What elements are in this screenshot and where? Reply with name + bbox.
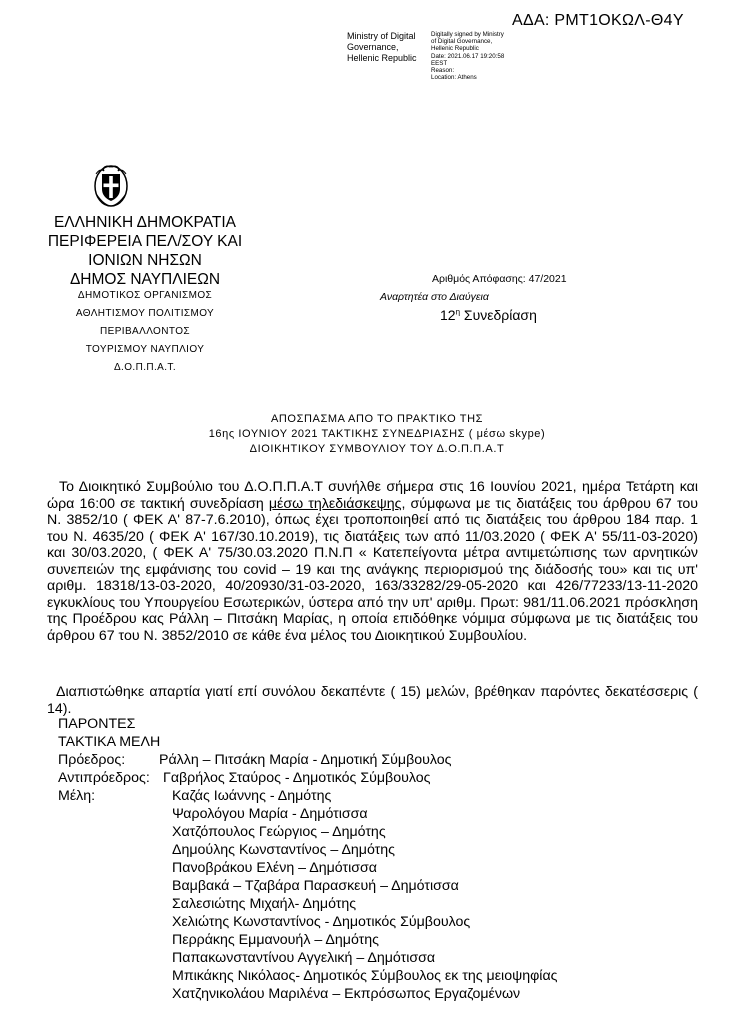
session-num: 12 [440, 307, 456, 323]
signature-detail-line: EEST [431, 59, 448, 67]
org-line: ΠΕΡΙΦΕΡΕΙΑ ΠΕΛ/ΣΟΥ ΚΑΙ [47, 233, 243, 250]
org-sub-line: ΤΟΥΡΙΣΜΟΥ ΝΑΥΠΛΙΟΥ [85, 344, 205, 355]
diavgeia-note: Αναρτητέα στο Διαύγεια [380, 291, 489, 303]
session-sup: η [455, 307, 461, 317]
member-item: Ψαρολόγου Μαρία - Δημότισσα [172, 806, 368, 822]
signature-name-line: Hellenic Republic [347, 53, 417, 63]
body-text-underlined: μέσω τηλεδιάσκεψης, [268, 495, 406, 512]
member-item: Βαμβακά – Τζαβάρα Παρασκευή – Δημότισσα [172, 878, 459, 894]
member-item: Καζάς Ιωάννης - Δημότης [172, 788, 332, 804]
document-title [72, 412, 682, 457]
member-item: Χατζόπουλος Γεώργιος – Δημότης [172, 824, 386, 840]
quorum-paragraph: Διαπιστώθηκε απαρτία γιατί επί συνόλου δεκαπέντε ( 15) μελών, βρέθηκαν παρόντες δεκατέσσερις ( 14). [47, 684, 698, 717]
org-sub-line: ΑΘΛΗΤΙΣΜΟΥ ΠΟΛΙΤΙΣΜΟΥ [75, 308, 215, 319]
title-line: ΔΙΟΙΚΗΤΙΚΟΥ ΣΥΜΒΟΥΛΙΟΥ ΤΟΥ Δ.Ο.Π.Π.Α.Τ [249, 443, 505, 455]
signature-detail-line: Reason: [431, 67, 455, 75]
member-item: Ράλλη – Πιτσάκη Μαρία - Δημοτική Σύμβουλος [159, 752, 452, 768]
org-line: ΙΟΝΙΩΝ ΝΗΣΩΝ [88, 252, 202, 269]
member-item: Δημούλης Κωνσταντίνος – Δημότης [172, 842, 396, 858]
member-item: Πανοβράκου Ελένη – Δημότισσα [172, 860, 377, 876]
body-text-part2: σύμφωνα με τις διατάξεις του άρθρου 67 του Ν. 3852/10 ( ΦΕΚ Α' 87-7.6.2010), όπως έχει τροποποιηθεί από τις διατάξεις του άρθρου 184 παρ. 1 του Ν. 4635/20 ( ΦΕΚ Α' 167/30.10.2019), τις διατάξεις των από 11/03.2020 ( ΦΕΚ Α' 55/11-03-2020) και 30/03.2020, ( ΦΕΚ Α' 75/30.03.2020 Π.Ν.Π « Κατεπείγοντα μέτρα αντιμετώπισης των αρνητικών συνεπειών της εμφάνισης του covid – 19 και της ανάγκης περιορισμού της διάδοσής του» και τις υπ' αριθμ. 18318/13-03-2020, 40/20930/31-03-2020, 163/33282/29-05-2020 και 426/77233/13-11-2020 εγκυκλίους του Υπουργείου Εσωτερικών, ύστερα από την υπ' αριθμ. Πρωτ: 981/11.06.2021 πρόσκληση της Προέδρου κας Ράλλη – Πιτσάκη Μαρίας, η οποία επιδόθηκε νόμιμα σύμφωνα με τις διατάξεις του άρθρου 67 του Ν. 3852/2010 σε κάθε ένα μέλος του Διοικητικού Συμβουλίου. [47, 495, 698, 644]
body-paragraph [47, 479, 698, 644]
org-sub-line: ΔΗΜΟΤΙΚΟΣ ΟΡΓΑΝΙΣΜΟΣ [77, 290, 213, 301]
title-line: ΑΠΟΣΠΑΣΜΑ ΑΠΟ ΤΟ ΠΡΑΚΤΙΚΟ ΤΗΣ [270, 413, 484, 425]
role-vice-president: Αντιπρόεδρος: [58, 770, 150, 786]
member-item: Σαλεσιώτης Μιχαήλ- Δημότης [172, 896, 357, 912]
role-president: Πρόεδρος: [58, 752, 126, 768]
member-item: Περράκης Εμμανουήλ – Δημότης [172, 932, 379, 948]
org-line: ΔΗΜΟΣ ΝΑΥΠΛΙΕΩΝ [69, 271, 221, 288]
member-item: Παπακωνσταντίνου Αγγελική – Δημότισσα [172, 950, 436, 966]
org-sub-line: ΠΕΡΙΒΑΛΛΟΝΤΟΣ [100, 326, 190, 337]
role-members: Μέλη: [58, 788, 96, 804]
organization-header [40, 213, 250, 289]
signature-detail-line: Date: 2021.06.17 19:20:58 [431, 52, 505, 60]
signature-detail-line: Hellenic Republic [431, 45, 479, 53]
signature-detail-line: Digitally signed by Ministry [431, 31, 504, 38]
member-item: Μπικάκης Νικόλαος- Δημοτικός Σύμβουλος εκ της μειοψηφίας [172, 968, 558, 984]
member-item: Χατζηνικολάου Μαριλένα – Εκπρόσωπος Εργαζομένων [172, 986, 521, 1002]
ada-code: ΑΔΑ: ΡΜΤ1ΟΚΩΛ-Θ4Υ [512, 12, 684, 29]
title-line: 16ης ΙΟΥΝΙΟΥ 2021 ΤΑΚΤΙΚΗΣ ΣΥΝΕΔΡΙΑΣΗΣ ( μέσω skype) [208, 428, 546, 440]
present-heading: ΠΑΡΟΝΤΕΣ [58, 716, 136, 732]
greek-emblem-icon [94, 165, 128, 212]
signature-detail-line: of Digital Governance, [431, 38, 493, 46]
regular-members-heading: ΤΑΚΤΙΚΑ ΜΕΛΗ [58, 734, 161, 750]
member-item: Γαβρήλος Σταύρος - Δημοτικός Σύμβουλος [163, 770, 431, 786]
session-number [440, 307, 537, 323]
signature-name-line: Governance, [347, 42, 399, 52]
signature-name-line: Ministry of Digital [347, 31, 416, 41]
body-text-part1: Το Διοικητικό Συμβούλιο του Δ.Ο.Π.Π.Α.Τ συνήλθε σήμερα στις 16 Ιουνίου 2021, ημέρα Τετάρτη και ώρα 16:00 σε τακτική συνεδρίαση [47, 479, 698, 512]
member-item: Χελιώτης Κωνσταντίνος - Δημοτικός Σύμβουλος [172, 914, 471, 930]
signature-name [347, 31, 417, 64]
signature-detail-line: Location: Athens [431, 74, 477, 82]
org-line: ΕΛΛΗΝΙΚΗ ΔΗΜΟΚΡΑΤΙΑ [53, 214, 237, 231]
decision-number: Αριθμός Απόφασης: 47/2021 [432, 273, 567, 285]
organization-subheader [40, 287, 250, 377]
session-label: Συνεδρίαση [463, 307, 537, 323]
org-sub-line: Δ.Ο.Π.Π.Α.Τ. [113, 362, 177, 373]
signature-details [431, 31, 504, 81]
